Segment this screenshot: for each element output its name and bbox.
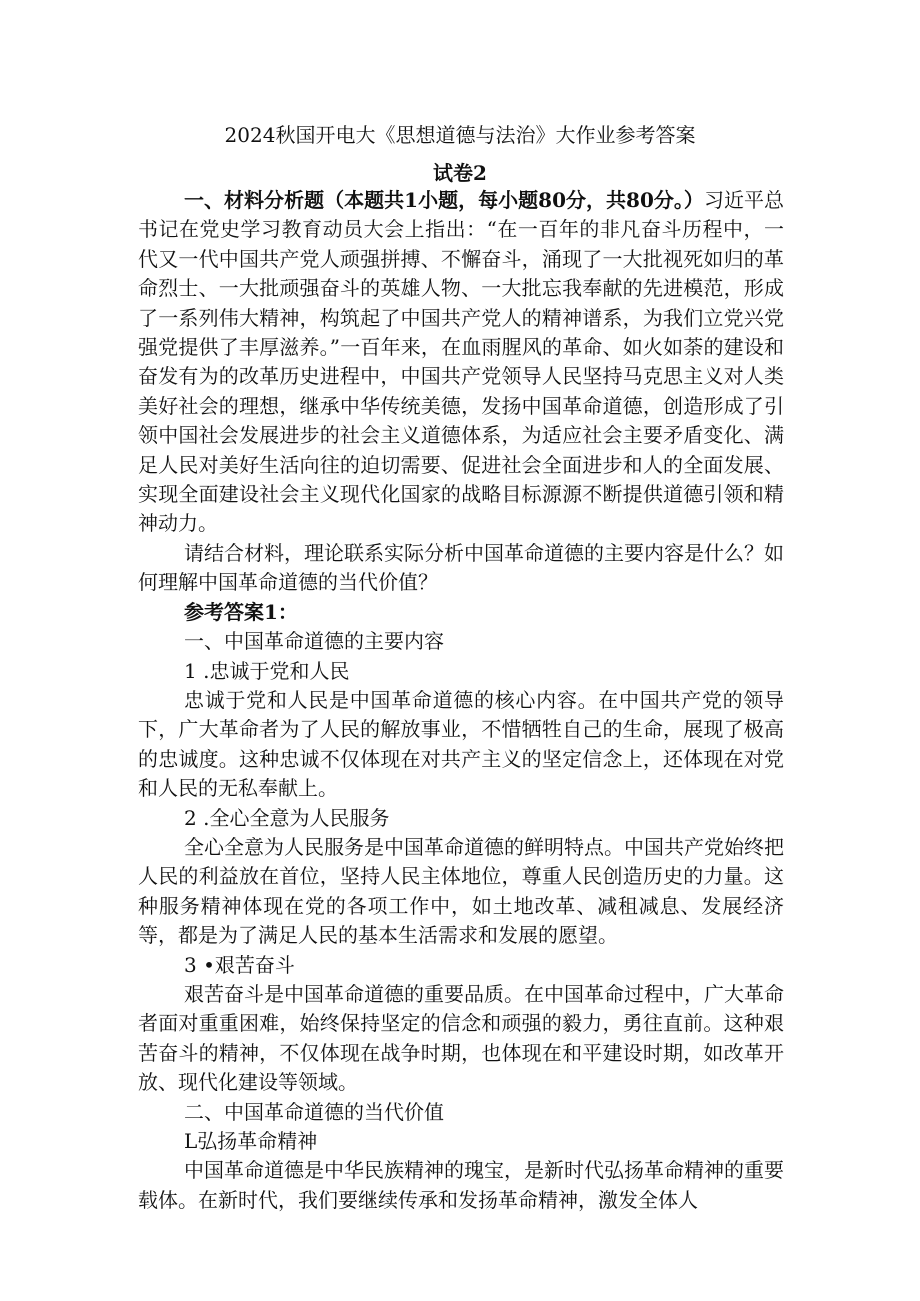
question-paragraph [138, 186, 784, 539]
item-text-1: 忠诚于党和人民是中国革命道德的核心内容。在中国共产党的领导下，广大革命者为了人民的解放事业，不惜牺牲自己的生命，展现了极高的忠诚度。这种忠诚不仅体现在对共产主义的坚定信念上，还体现在对党和人民的无私奉献上。 [138, 687, 784, 801]
question-prompt: 请结合材料，理论联系实际分析中国革命道德的主要内容是什么？如何理解中国革命道德的当代价值？ [138, 540, 784, 595]
section-heading-1: 一、中国革命道德的主要内容 [184, 629, 444, 654]
question-material: 习近平总书记在党史学习教育动员大会上指出：“在一百年的非凡奋斗历程中，一代又一代中国共产党人顽强拼搏、不懈奋斗，涌现了一大批视死如归的革命烈士、一大批顽强奋斗的英雄人物、一大批忘我奉献的先进模范，形成了一系列伟大精神，构筑起了中国共产党人的精神谱系，为我们立党兴党强党提供了丰厚滋养。”一百年来，在血雨腥风的革命、如火如荼的建设和奋发有为的改革历史进程中，中国共产党领导人民坚持马克思主义对人类美好社会的理想，继承中华传统美德，发扬中国革命道德，创造形成了引领中国社会发展进步的社会主义道德体系，为适应社会主要矛盾变化、满足人民对美好生活向往的迫切需要、促进社会全面进步和人的全面发展、实现全面建设社会主义现代化国家的战略目标源源不断提供道德引领和精神动力。 [138, 188, 784, 536]
document-title: 2024秋国开电大《思想道德与法治》大作业参考答案 [224, 123, 696, 147]
question-heading: 一、材料分析题（本题共1小题，每小题80分，共80分。） [184, 188, 704, 212]
item-title-3: 3 •艰苦奋斗 [184, 952, 295, 977]
item-title-1: 1 .忠诚于党和人民 [184, 658, 350, 683]
item-text-3: 艰苦奋斗是中国革命道德的重要品质。在中国革命过程中，广大革命者面对重重困难，始终保持坚定的信念和顽强的毅力，勇往直前。这种艰苦奋斗的精神，不仅体现在战争时期，也体现在和平建设时期，如改革开放、现代化建设等领域。 [138, 981, 784, 1095]
document-body [138, 186, 784, 1215]
item-text-2: 全心全意为人民服务是中国革命道德的鲜明特点。中国共产党始终把人民的利益放在首位，坚持人民主体地位，尊重人民创造历史的力量。这种服务精神体现在党的各项工作中，如土地改革、减租减息、发展经济等，都是为了满足人民的基本生活需求和发展的愿望。 [138, 834, 784, 948]
document-subtitle: 试卷2 [433, 161, 487, 185]
section-heading-2: 二、中国革命道德的当代价值 [184, 1099, 444, 1124]
item-title-4: L弘扬革命精神 [184, 1129, 318, 1153]
answer-label: 参考答案1： [184, 599, 298, 624]
item-title-2: 2 .全心全意为人民服务 [184, 805, 390, 830]
item-text-4: 中国革命道德是中华民族精神的瑰宝，是新时代弘扬革命精神的重要载体。在新时代，我们要继续传承和发扬革命精神，激发全体人 [138, 1158, 784, 1212]
